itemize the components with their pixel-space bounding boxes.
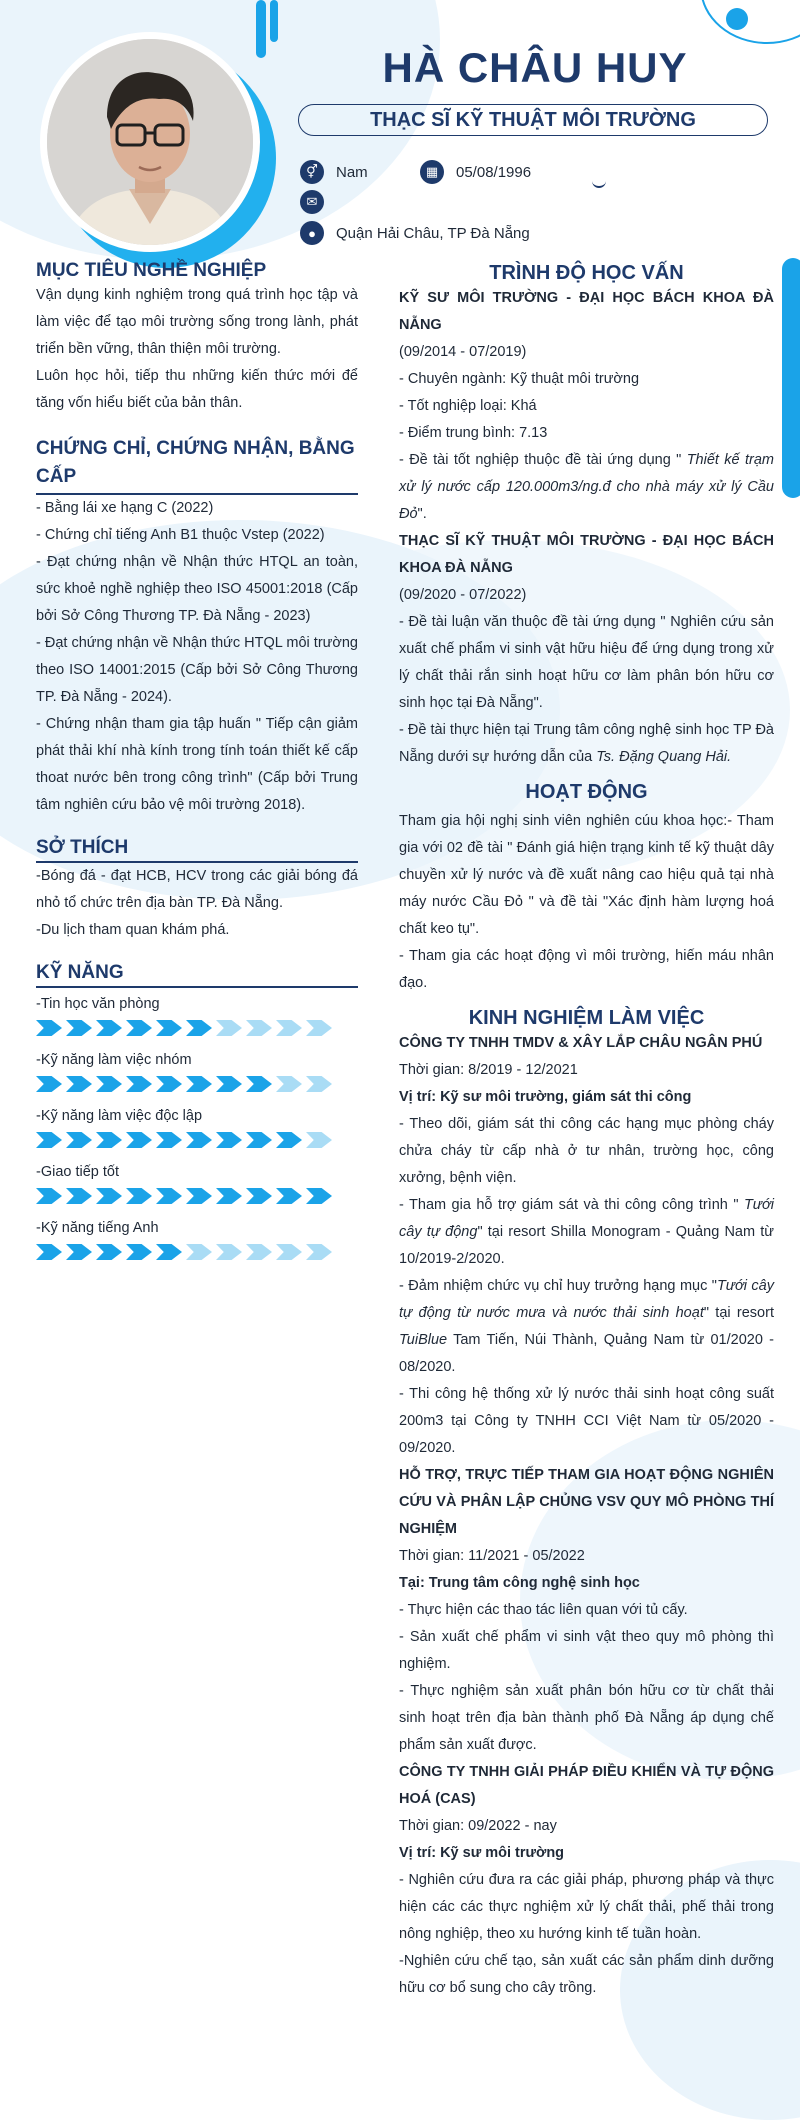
certificate-item: - Đạt chứng nhận về Nhận thức HTQL môi trường theo ISO 14001:2015 (Cấp bởi Sở Công Thương TP. Đà Nẵng - 2024).: [36, 635, 358, 705]
gender-icon: ⚥: [300, 160, 324, 184]
skill-level-empty-icon: [306, 1076, 332, 1092]
skill-level-bar: [36, 1244, 358, 1264]
skill-level-empty-icon: [246, 1020, 272, 1036]
job-company: HỖ TRỢ, TRỰC TIẾP THAM GIA HOẠT ĐỘNG NGHIÊN CỨU VÀ PHÂN LẬP CHỦNG VSV QUY MÔ PHÒNG THÍ NGHIỆM: [399, 1467, 774, 1537]
skill-level-filled-icon: [186, 1020, 212, 1036]
skill-level-filled-icon: [96, 1244, 122, 1260]
job-position: Vị trí: Kỹ sư môi trường: [399, 1845, 565, 1861]
skill-level-filled-icon: [126, 1244, 152, 1260]
degree-major: - Chuyên ngành: Kỹ thuật môi trường: [399, 371, 640, 387]
left-column: [36, 260, 358, 1272]
skill-level-filled-icon: [66, 1076, 92, 1092]
decorative-bar: [256, 0, 266, 58]
decorative-dot: [726, 8, 748, 30]
skill-label: -Kỹ năng làm việc nhóm: [36, 1052, 192, 1068]
skill-level-filled-icon: [156, 1244, 182, 1260]
skill-level-filled-icon: [216, 1132, 242, 1148]
job-time: Thời gian: 09/2022 - nay: [399, 1818, 557, 1834]
skill-level-filled-icon: [156, 1132, 182, 1148]
skill-level-filled-icon: [126, 1188, 152, 1204]
objective-heading: MỤC TIÊU NGHỀ NGHIỆP: [36, 260, 267, 281]
decorative-bar: [270, 0, 278, 42]
skill-level-empty-icon: [216, 1020, 242, 1036]
skill-level-bar: [36, 1188, 358, 1208]
skill-label: -Kỹ năng làm việc độc lập: [36, 1108, 203, 1124]
certificate-item: - Chứng chỉ tiếng Anh B1 thuộc Vstep (2022): [36, 527, 325, 543]
education-heading: TRÌNH ĐỘ HỌC VẤN: [489, 262, 684, 284]
activity-item: - Tham gia các hoạt động vì môi trường, hiến máu nhân đạo.: [399, 948, 774, 991]
skill-level-filled-icon: [216, 1188, 242, 1204]
hobbies-heading: SỞ THÍCH: [36, 837, 358, 863]
skill-level-filled-icon: [126, 1132, 152, 1148]
skill-level-empty-icon: [276, 1076, 302, 1092]
skill-level-filled-icon: [246, 1132, 272, 1148]
candidate-name: HÀ CHÂU HUY: [382, 44, 688, 91]
address-value: Quận Hải Châu, TP Đà Nẵng: [336, 224, 530, 242]
duty-text: - Đảm nhiệm chức vụ chỉ huy trưởng hạng mục ": [399, 1278, 717, 1294]
decorative-ring: [700, 0, 800, 44]
objective-line: Luôn học hỏi, tiếp thu những kiến thức mới để tăng vốn hiểu biết của bản thân.: [36, 368, 358, 411]
activities-heading: HOẠT ĐỘNG: [525, 781, 648, 803]
skill-level-filled-icon: [156, 1188, 182, 1204]
skill-level-filled-icon: [66, 1188, 92, 1204]
skill-level-bar: [36, 1132, 358, 1152]
skill-level-filled-icon: [36, 1020, 62, 1036]
skill-level-filled-icon: [306, 1188, 332, 1204]
birthdate-info: [420, 160, 531, 184]
job-company: CÔNG TY TNHH TMDV & XÂY LẮP CHÂU NGÂN PHÚ: [399, 1035, 763, 1051]
skill-level-filled-icon: [126, 1020, 152, 1036]
skill-level-filled-icon: [96, 1132, 122, 1148]
duty-italic: Tưới cây tự động từ nước mưa và nước thải sinh hoạt: [399, 1278, 774, 1321]
skill-level-bar: [36, 1076, 358, 1096]
certificates-heading: CHỨNG CHỈ, CHỨNG NHẬN, BẰNG CẤP: [36, 435, 358, 495]
job-time: Thời gian: 11/2021 - 05/2022: [399, 1548, 585, 1564]
skills-heading: KỸ NĂNG: [36, 962, 358, 988]
degree-period: (09/2014 - 07/2019): [399, 344, 527, 360]
skill-level-filled-icon: [156, 1020, 182, 1036]
skill-label: -Tin học văn phòng: [36, 996, 160, 1012]
job-position: Tại: Trung tâm công nghệ sinh học: [399, 1575, 640, 1591]
place-prefix: - Đề tài thực hiện tại Trung tâm công nghệ sinh học TP Đà Nẵng dưới sự hướng dẫn của: [399, 722, 774, 765]
skill-item: [36, 1048, 358, 1096]
skill-level-filled-icon: [96, 1076, 122, 1092]
duty-text: " tại resort: [703, 1305, 774, 1321]
skill-level-empty-icon: [216, 1244, 242, 1260]
skill-item: [36, 992, 358, 1040]
email-info: [300, 190, 336, 214]
skill-level-filled-icon: [186, 1132, 212, 1148]
thesis-prefix: - Đề tài tốt nghiệp thuộc đề tài ứng dụng ": [399, 452, 687, 468]
job-duty: - Thực hiện các thao tác liên quan với tủ cấy.: [399, 1602, 688, 1618]
skill-level-filled-icon: [66, 1132, 92, 1148]
thesis-title: Thiết kế trạm xử lý nước cấp 120.000m3/ng.đ cho nhà máy xử lý Cầu Đỏ: [399, 452, 774, 522]
skill-level-filled-icon: [246, 1076, 272, 1092]
degree-gpa: - Điểm trung bình: 7.13: [399, 425, 548, 441]
skill-level-filled-icon: [96, 1020, 122, 1036]
certificate-item: - Chứng nhận tham gia tập huấn " Tiếp cận giảm phát thải khí nhà kính trong tính toán thiết kế cấp thoat nước bên trong công trình" (Cấp bởi Trung tâm nghiên cứu bảo vệ môi trường 2018).: [36, 716, 358, 813]
experience-heading: KINH NGHIỆM LÀM VIỆC: [468, 1007, 705, 1029]
job-duty: [399, 1273, 774, 1381]
skill-level-filled-icon: [66, 1020, 92, 1036]
skill-level-filled-icon: [186, 1076, 212, 1092]
skill-level-empty-icon: [306, 1244, 332, 1260]
skill-label: -Kỹ năng tiếng Anh: [36, 1220, 159, 1236]
job-position: Vị trí: Kỹ sư môi trường, giám sát thi công: [399, 1089, 692, 1105]
job-duty: - Sản xuất chế phẩm vi sinh vật theo quy mô phòng thì nghiệm.: [399, 1629, 774, 1672]
skill-level-filled-icon: [246, 1188, 272, 1204]
decorative-dot: [592, 178, 606, 188]
degree-place: [399, 717, 774, 771]
skill-level-filled-icon: [36, 1076, 62, 1092]
hobby-item: -Bóng đá - đạt HCB, HCV trong các giải bóng đá nhỏ tổ chức trên địa bàn TP. Đà Nẵng.: [36, 868, 358, 911]
skills-list: [36, 992, 358, 1264]
skill-level-empty-icon: [186, 1244, 212, 1260]
location-pin-icon: ●: [300, 221, 324, 245]
duty-text: " tại resort Shilla Monogram - Quảng Nam từ 10/2019-2/2020.: [399, 1224, 774, 1267]
certificate-item: - Đạt chứng nhận về Nhận thức HTQL an toàn, sức khoẻ nghề nghiệp theo ISO 45001:2018 (Cấp bởi Sở Công Thương TP. Đà Nẵng - 2023): [36, 554, 358, 624]
calendar-icon: ▦: [420, 160, 444, 184]
skill-level-empty-icon: [306, 1132, 332, 1148]
right-column: [399, 262, 774, 2002]
skill-level-filled-icon: [36, 1188, 62, 1204]
duty-italic: Tưới cây tự động: [399, 1197, 774, 1240]
gender-info: [300, 160, 368, 184]
skill-level-filled-icon: [66, 1244, 92, 1260]
job-duty: [399, 1192, 774, 1273]
activity-item: Tham gia hội nghị sinh viên nghiên cúu khoa học:- Tham gia với 02 đề tài " Đánh giá hiện trạng kinh tế kỹ thuật dây chuyền xử lý nước và đề xuất nâng cao hiệu quả tại nhà máy nước Cầu Đỏ " và đề tài "Xác định hàm lượng hoá chất keo tụ".: [399, 813, 774, 937]
skill-label: -Giao tiếp tốt: [36, 1164, 120, 1180]
skill-level-empty-icon: [246, 1244, 272, 1260]
job-duty: - Nghiên cứu đưa ra các giải pháp, phương pháp và thực hiện các các thực nghiệm xử lý chất thải, phế thải trong nông nghiệp, theo xu hướng kinh tế tuần hoàn.: [399, 1872, 774, 1942]
skill-level-empty-icon: [306, 1020, 332, 1036]
skill-level-filled-icon: [216, 1076, 242, 1092]
duty-italic: TuiBlue: [399, 1332, 448, 1348]
skill-level-empty-icon: [276, 1244, 302, 1260]
skill-item: [36, 1216, 358, 1264]
address-info: [300, 221, 530, 245]
duty-text: Tam Tiến, Núi Thành, Quảng Nam từ 01/2020 - 08/2020.: [399, 1332, 774, 1375]
hobby-item: -Du lịch tham quan khám phá.: [36, 922, 230, 938]
duty-text: - Tham gia hỗ trợ giám sát và thi công công trình ": [399, 1197, 744, 1213]
skill-level-filled-icon: [276, 1132, 302, 1148]
skill-level-bar: [36, 1020, 358, 1040]
degree-thesis: - Đề tài luận văn thuộc đề tài ứng dụng " Nghiên cứu sản xuất chế phẩm vi sinh vật hữu hiệu để ứng dụng trong xử lý chất thải rắn sinh hoạt hữu cơ làm phân bón hữu cơ sinh học tại Đà Nẵng".: [399, 614, 774, 711]
mail-icon: ✉: [300, 190, 324, 214]
avatar: [40, 32, 260, 252]
birthdate-value: 05/08/1996: [456, 163, 532, 181]
skill-level-filled-icon: [36, 1132, 62, 1148]
skill-level-empty-icon: [276, 1020, 302, 1036]
degree-period: (09/2020 - 07/2022): [399, 587, 527, 603]
decorative-side-bar: [782, 258, 800, 498]
skill-level-filled-icon: [276, 1188, 302, 1204]
degree-title: KỸ SƯ MÔI TRƯỜNG - ĐẠI HỌC BÁCH KHOA ĐÀ NẴNG: [399, 290, 774, 333]
objective-line: Vận dụng kinh nghiệm trong quá trình học tập và làm việc để tạo môi trường sống trong lành, phát triển bền vững, thân thiện môi trường.: [36, 287, 358, 357]
job-duty: - Thực nghiệm sản xuất phân bón hữu cơ từ chất thải sinh hoạt trên địa bàn thành phố Đà Nẵng áp dụng chế phẩm sản xuất được.: [399, 1683, 774, 1753]
degree-thesis: [399, 447, 774, 528]
degree-title: THẠC SĨ KỸ THUẬT MÔI TRƯỜNG - ĐẠI HỌC BÁCH KHOA ĐÀ NẴNG: [399, 533, 774, 576]
skill-item: [36, 1160, 358, 1208]
job-company: CÔNG TY TNHH GIẢI PHÁP ĐIỀU KHIỂN VÀ TỰ ĐỘNG HOÁ (CAS): [399, 1764, 774, 1807]
gender-value: Nam: [336, 163, 368, 181]
skill-level-filled-icon: [36, 1244, 62, 1260]
job-duty: -Nghiên cứu chế tạo, sản xuất các sản phẩm dinh dưỡng hữu cơ bổ sung cho cây trồng.: [399, 1953, 774, 1996]
skill-item: [36, 1104, 358, 1152]
skill-level-filled-icon: [156, 1076, 182, 1092]
skill-level-filled-icon: [96, 1188, 122, 1204]
job-time: Thời gian: 8/2019 - 12/2021: [399, 1062, 578, 1078]
job-duty: - Theo dõi, giám sát thi công các hạng mục phòng cháy chửa cháy từ cấp nhà ở tư nhân, trường học, công xưởng, bệnh viện.: [399, 1116, 774, 1186]
job-duty: - Thi công hệ thống xử lý nước thải sinh hoạt công suất 200m3 tại Công ty TNHH CCI Việt Nam từ 05/2020 - 09/2020.: [399, 1386, 774, 1456]
degree-rank: - Tốt nghiệp loại: Khá: [399, 398, 537, 414]
skill-level-filled-icon: [126, 1076, 152, 1092]
certificate-item: - Bằng lái xe hạng C (2022): [36, 500, 214, 516]
skill-level-filled-icon: [186, 1188, 212, 1204]
candidate-title: THẠC SĨ KỸ THUẬT MÔI TRƯỜNG: [298, 104, 768, 136]
thesis-suffix: ".: [417, 506, 427, 522]
advisor-name: Ts. Đặng Quang Hải.: [596, 749, 732, 765]
